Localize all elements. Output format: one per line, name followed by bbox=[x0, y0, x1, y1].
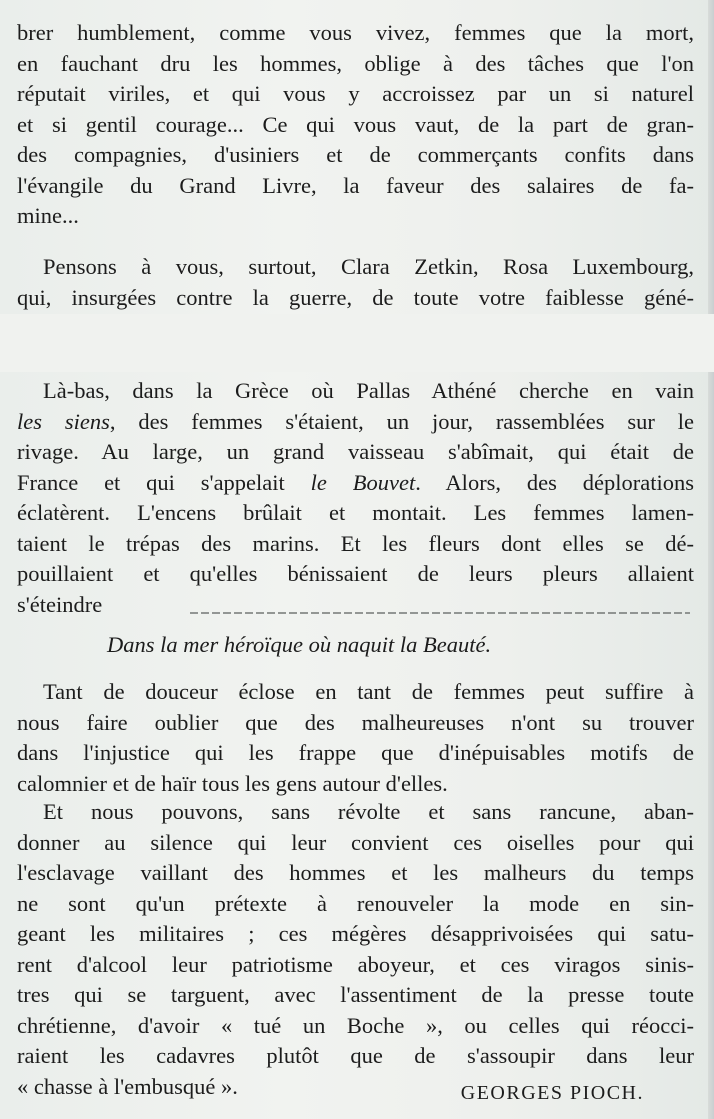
text-line bbox=[17, 468, 694, 499]
paragraph-5 bbox=[17, 797, 694, 1102]
text-line: s'éteindre bbox=[17, 591, 103, 617]
text-line: l'esclavage vaillant des hommes et les malheurs du temps bbox=[17, 860, 694, 885]
text-line bbox=[17, 407, 694, 438]
cut-divider bbox=[190, 612, 690, 614]
text-line: geant les militaires ; ces mégères désapprivoisées qui satu- bbox=[17, 921, 694, 946]
text-line: en fauchant dru les hommes, oblige à des tâches que l'on bbox=[17, 50, 694, 76]
text-line: Et nous pouvons, sans révolte et sans rancune, aban- bbox=[43, 799, 694, 824]
text-line: pouillaient et qu'elles bénissaient de leurs pleurs allaient bbox=[17, 561, 694, 586]
paragraph-4 bbox=[17, 677, 694, 799]
text-line: des compagnies, d'usiniers et de commerçants confits dans bbox=[17, 142, 694, 167]
ship-name: le Bouvet bbox=[310, 469, 416, 495]
text-fragment: France et qui s'appelait bbox=[17, 469, 311, 495]
text-line: qui, insurgées contre la guerre, de toute votre faiblesse géné- bbox=[17, 284, 694, 310]
text-line: rivage. Au large, un grand vaisseau s'abîmait, qui était de bbox=[17, 439, 694, 464]
text-line: Là-bas, dans la Grèce où Pallas Athéné cherche en vain bbox=[43, 378, 694, 403]
text-line: et si gentil courage... Ce qui vous vaut, de la part de gran- bbox=[17, 111, 694, 137]
text-line: calomnier et de haïr tous les gens autour d'elles. bbox=[17, 770, 448, 796]
text-fragment: , des femmes s'étaient, un jour, rassemblées sur le bbox=[109, 408, 695, 434]
text-line: dans l'injustice qui les frappe que d'inépuisables motifs de bbox=[17, 740, 694, 765]
text-line: Pensons à vous, surtout, Clara Zetkin, Rosa Luxembourg, bbox=[43, 254, 694, 279]
text-line: nous faire oublier que des malheureuses n'ont su trouver bbox=[17, 709, 694, 735]
text-line: tres qui se targuent, avec l'assentiment de la presse toute bbox=[17, 982, 694, 1007]
text-line: éclatèrent. L'encens brûlait et montait. Les femmes lamen- bbox=[17, 500, 694, 525]
text-line: mine... bbox=[17, 203, 79, 228]
verse-line: Dans la mer héroïque où naquit la Beauté. bbox=[107, 632, 492, 657]
censored-gap bbox=[0, 314, 714, 372]
text-line: ne sont qu'un prétexte à renouveler la mode en sin- bbox=[17, 890, 694, 916]
text-line: raient les cadavres plutôt que de s'assoupir dans leur bbox=[17, 1043, 694, 1068]
text-fragment: . Alors, des déplorations bbox=[415, 469, 694, 495]
italic-phrase: les siens bbox=[17, 408, 110, 434]
paragraph-1 bbox=[17, 18, 694, 232]
text-line: rent d'alcool leur patriotisme aboyeur, et ces viragos sinis- bbox=[17, 951, 694, 977]
paragraph-3 bbox=[17, 376, 694, 620]
text-line: l'évangile du Grand Livre, la faveur des salaires de fa- bbox=[17, 172, 694, 198]
text-line: réputait viriles, et qui vous y accroissez par un si naturel bbox=[17, 81, 694, 106]
page-edge-shadow bbox=[708, 0, 714, 1119]
text-line: « chasse à l'embusqué ». bbox=[17, 1073, 238, 1099]
author-signature: GEORGES PIOCH. bbox=[460, 1082, 644, 1104]
verse-block bbox=[17, 630, 694, 661]
text-line: Tant de douceur éclose en tant de femmes peut suffire à bbox=[43, 679, 694, 704]
text-line: donner au silence qui leur convient ces oiselles pour qui bbox=[17, 829, 694, 855]
text-line: chrétienne, d'avoir « tué un Boche », ou celles qui réocci- bbox=[17, 1012, 694, 1038]
text-line: brer humblement, comme vous vivez, femmes que la mort, bbox=[17, 20, 694, 45]
text-line: taient le trépas des marins. Et les fleurs dont elles se dé- bbox=[17, 530, 694, 556]
